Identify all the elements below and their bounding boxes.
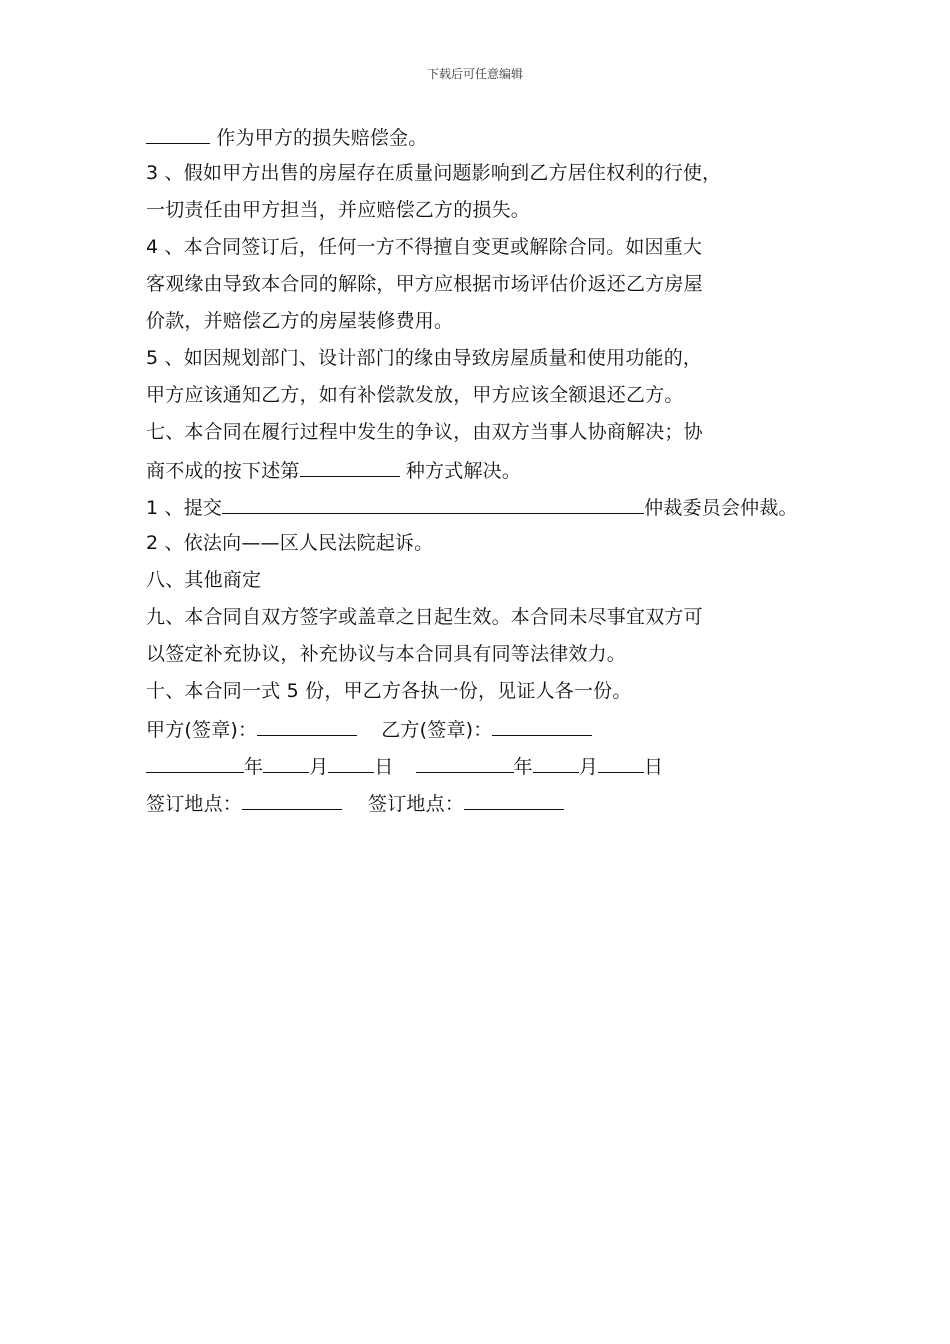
text: 1 、提交 [146,497,223,519]
clause-4-cont-2: 价款，并赔偿乙方的房屋装修费用。 [146,310,454,332]
place-label-a: 签订地点： [146,793,243,815]
blank-party-b [492,710,592,736]
party-a-label: 甲方(签章)： [146,719,258,741]
clause-3-cont: 一切责任由甲方担当，并应赔偿乙方的损失。 [146,199,531,221]
month-label: 月 [309,756,329,778]
blank-year-b [416,747,514,773]
option-2: 2 、依法向——区人民法院起诉。 [146,532,434,554]
party-b-label: 乙方(签章)： [381,719,493,741]
year-label: 年 [244,756,264,778]
blank-place-a [242,784,342,810]
month-label: 月 [578,756,599,778]
text: 种方式解决。 [399,460,522,482]
place-row [146,784,826,821]
article-9-cont: 以签定补充协议，补充协议与本合同具有同等法律效力。 [146,643,627,665]
blank-party-a [257,710,357,736]
blank-method [300,451,400,477]
year-label: 年 [513,756,533,778]
day-label: 日 [374,756,394,778]
blank-amount [146,118,210,144]
blank-place-b [464,784,564,810]
blank-day-a [328,747,374,773]
option-1 [146,488,826,525]
blank-month-a [263,747,309,773]
clause-5: 5 、如因规划部门、设计部门的缘由导致房屋质量和使用功能的， [146,347,703,369]
article-8: 八、其他商定 [146,569,262,591]
clause-3: 3 、假如甲方出售的房屋存在质量问题影响到乙方居住权利的行使， [146,162,722,184]
line-compensation [146,118,826,155]
clause-5-cont: 甲方应该通知乙方，如有补偿款发放，甲方应该全额退还乙方。 [146,384,684,406]
clause-4: 4 、本合同签订后，任何一方不得擅自变更或解除合同。如因重大 [146,236,703,258]
date-row [146,747,826,784]
blank-arbitration [222,488,644,514]
blank-month-b [533,747,579,773]
page-header: 下载后可任意编辑 [426,67,523,81]
text: 商不成的按下述第 [146,460,300,482]
clause-4-cont-1: 客观缘由导致本合同的解除，甲方应根据市场评估价返还乙方房屋 [146,273,703,295]
day-label: 日 [644,756,664,778]
blank-year-a [146,747,244,773]
text: 仲裁委员会仲裁。 [644,497,798,519]
signature-row [146,710,826,747]
text: 作为甲方的损失赔偿金。 [216,127,428,149]
blank-day-b [598,747,644,773]
contract-body [146,118,826,821]
article-7-cont [146,451,826,488]
article-10: 十、本合同一式 5 份，甲乙方各执一份，见证人各一份。 [146,680,632,702]
article-7: 七、本合同在履行过程中发生的争议，由双方当事人协商解决；协 [146,421,703,443]
place-label-b: 签订地点： [368,793,465,815]
article-9: 九、本合同自双方签字或盖章之日起生效。本合同未尽事宜双方可 [146,606,703,628]
